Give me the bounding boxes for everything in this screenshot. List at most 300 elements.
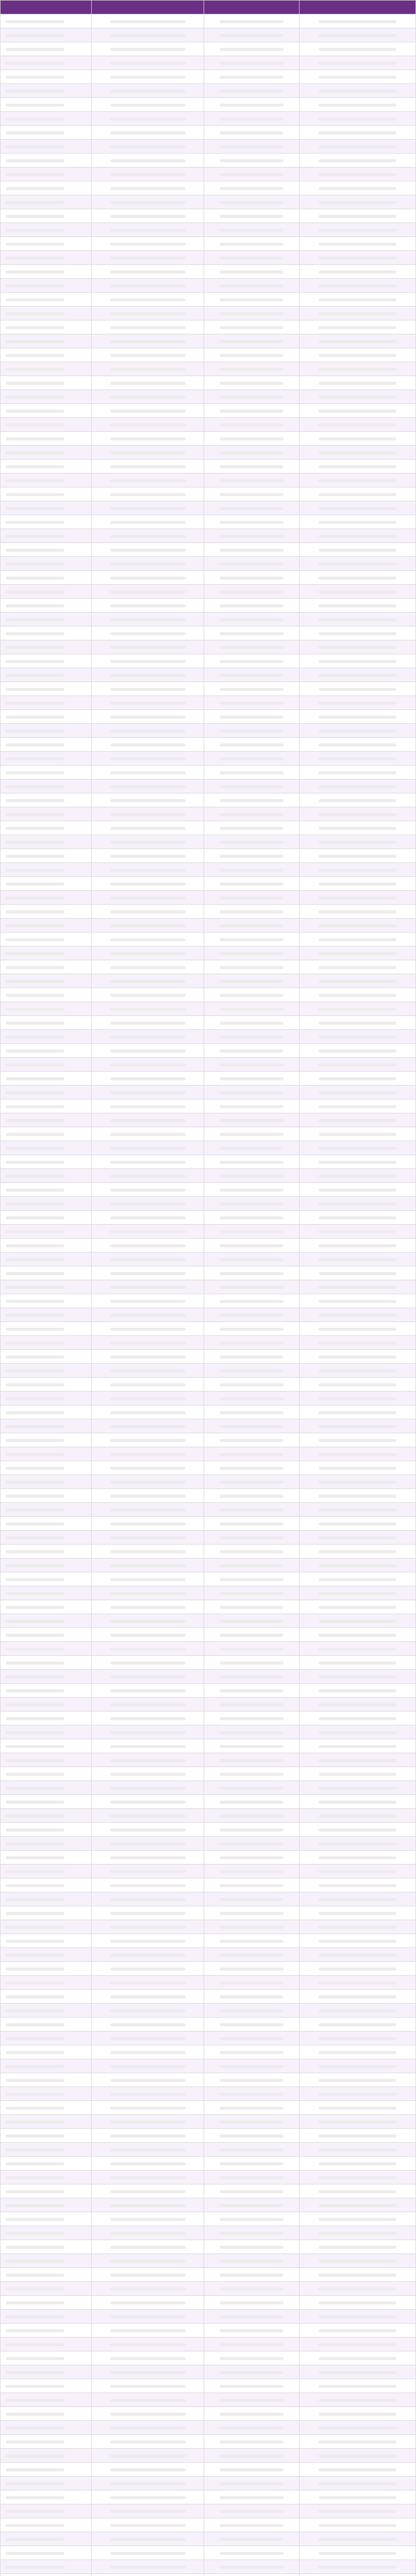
table-row — [1, 1433, 416, 1447]
cell-placeholder — [220, 2566, 283, 2569]
cell-placeholder — [319, 2148, 397, 2151]
table-cell — [92, 1878, 204, 1892]
cell-placeholder — [319, 2566, 397, 2569]
cell-placeholder — [319, 354, 397, 357]
cell-placeholder — [6, 2552, 64, 2555]
table-cell — [1, 1809, 92, 1823]
cell-placeholder — [319, 2204, 397, 2207]
cell-placeholder — [220, 2371, 283, 2374]
table-row — [1, 1461, 416, 1475]
table-cell — [1, 2268, 92, 2282]
cell-placeholder — [110, 535, 186, 538]
cell-placeholder — [6, 1411, 64, 1414]
cell-placeholder — [6, 910, 64, 913]
table-cell — [299, 2087, 416, 2101]
table-row — [1, 2157, 416, 2171]
cell-placeholder — [6, 688, 64, 691]
table-cell — [1, 432, 92, 446]
cell-placeholder — [319, 1147, 397, 1150]
cell-placeholder — [319, 2538, 397, 2541]
cell-placeholder — [110, 2037, 186, 2040]
cell-placeholder — [319, 2399, 397, 2402]
cell-placeholder — [319, 1008, 397, 1011]
table-row — [1, 56, 416, 70]
cell-placeholder — [220, 298, 283, 301]
table-cell — [204, 1378, 299, 1392]
cell-placeholder — [319, 2009, 397, 2012]
cell-placeholder — [110, 2093, 186, 2096]
table-cell — [299, 2477, 416, 2490]
table-cell — [92, 195, 204, 209]
table-cell — [299, 2504, 416, 2518]
table-cell — [92, 1183, 204, 1197]
table-cell — [92, 1503, 204, 1517]
cell-placeholder — [6, 410, 64, 413]
cell-placeholder — [319, 2037, 397, 2040]
table-row — [1, 2393, 416, 2407]
table-row — [1, 251, 416, 265]
cell-placeholder — [110, 2427, 186, 2430]
cell-placeholder — [110, 938, 186, 941]
cell-placeholder — [319, 1801, 397, 1804]
cell-placeholder — [220, 1439, 283, 1442]
table-cell — [299, 1851, 416, 1865]
cell-placeholder — [110, 924, 186, 927]
cell-placeholder — [6, 1425, 64, 1428]
cell-placeholder — [6, 2023, 64, 2026]
table-row — [1, 835, 416, 849]
cell-placeholder — [110, 1369, 186, 1372]
table-cell — [204, 1503, 299, 1517]
cell-placeholder — [319, 1620, 397, 1623]
cell-placeholder — [6, 1258, 64, 1261]
table-cell — [1, 1336, 92, 1350]
table-cell — [204, 2031, 299, 2045]
table-cell — [299, 1753, 416, 1767]
table-cell — [1, 682, 92, 696]
table-row — [1, 2004, 416, 2018]
table-cell — [204, 2365, 299, 2379]
table-row — [1, 1141, 416, 1155]
cell-placeholder — [220, 1314, 283, 1317]
table-cell — [299, 2365, 416, 2379]
table-cell — [92, 181, 204, 195]
table-cell — [92, 946, 204, 960]
table-cell — [204, 1934, 299, 1948]
cell-placeholder — [220, 479, 283, 482]
cell-placeholder — [110, 1884, 186, 1887]
table-cell — [299, 1920, 416, 1934]
cell-placeholder — [6, 1230, 64, 1233]
cell-placeholder — [220, 674, 283, 677]
cell-placeholder — [220, 730, 283, 733]
cell-placeholder — [220, 1954, 283, 1957]
cell-placeholder — [319, 1745, 397, 1748]
column-header-2 — [92, 1, 204, 14]
table-cell — [92, 2546, 204, 2560]
cell-placeholder — [6, 1578, 64, 1581]
cell-placeholder — [220, 104, 283, 107]
table-cell — [299, 1002, 416, 1016]
table-row — [1, 1837, 416, 1851]
table-cell — [299, 640, 416, 654]
cell-placeholder — [319, 2524, 397, 2527]
table-row — [1, 2018, 416, 2031]
table-cell — [299, 557, 416, 571]
cell-placeholder — [319, 2079, 397, 2082]
cell-placeholder — [220, 326, 283, 329]
cell-placeholder — [6, 1648, 64, 1651]
cell-placeholder — [6, 2204, 64, 2207]
table-cell — [1, 1086, 92, 1099]
table-cell — [92, 140, 204, 154]
table-cell — [299, 1558, 416, 1572]
table-cell — [1, 1739, 92, 1753]
table-cell — [1, 2226, 92, 2240]
table-cell — [1, 209, 92, 223]
table-cell — [92, 112, 204, 126]
table-cell — [1, 933, 92, 946]
cell-placeholder — [220, 2009, 283, 2012]
cell-placeholder — [6, 2468, 64, 2471]
table-cell — [299, 418, 416, 432]
table-cell — [204, 974, 299, 988]
cell-placeholder — [110, 312, 186, 315]
table-cell — [92, 2184, 204, 2198]
table-row — [1, 2101, 416, 2115]
table-row — [1, 223, 416, 237]
table-cell — [92, 1239, 204, 1252]
cell-placeholder — [220, 368, 283, 371]
column-header-4 — [299, 1, 416, 14]
cell-placeholder — [110, 1634, 186, 1637]
table-cell — [1, 710, 92, 724]
cell-placeholder — [220, 2176, 283, 2179]
cell-placeholder — [319, 270, 397, 274]
cell-placeholder — [220, 521, 283, 524]
table-row — [1, 320, 416, 334]
cell-placeholder — [220, 1662, 283, 1665]
table-cell — [204, 613, 299, 626]
table-cell — [204, 418, 299, 432]
table-cell — [204, 1489, 299, 1503]
cell-placeholder — [110, 1022, 186, 1025]
cell-placeholder — [110, 966, 186, 969]
table-cell — [1, 1753, 92, 1767]
table-cell — [1, 1350, 92, 1364]
table-cell — [299, 2129, 416, 2143]
cell-placeholder — [319, 326, 397, 329]
cell-placeholder — [6, 1397, 64, 1400]
table-row — [1, 1976, 416, 1990]
cell-placeholder — [220, 1801, 283, 1804]
table-cell — [1, 1906, 92, 1920]
table-cell — [92, 209, 204, 223]
table-cell — [204, 821, 299, 835]
cell-placeholder — [319, 1091, 397, 1094]
table-cell — [299, 2031, 416, 2045]
table-cell — [92, 1392, 204, 1405]
cell-placeholder — [6, 590, 64, 594]
table-cell — [92, 2490, 204, 2504]
table-cell — [1, 793, 92, 807]
cell-placeholder — [220, 1898, 283, 1901]
cell-placeholder — [319, 368, 397, 371]
table-cell — [204, 181, 299, 195]
table-cell — [204, 2240, 299, 2254]
table-cell — [1, 752, 92, 766]
table-cell — [299, 307, 416, 320]
table-row — [1, 654, 416, 668]
table-cell — [1, 2477, 92, 2490]
table-cell — [92, 473, 204, 487]
table-cell — [204, 1892, 299, 1906]
cell-placeholder — [110, 1342, 186, 1345]
table-cell — [1, 1878, 92, 1892]
cell-placeholder — [6, 1912, 64, 1915]
table-cell — [299, 126, 416, 140]
table-cell — [299, 320, 416, 334]
cell-placeholder — [110, 1536, 186, 1539]
table-cell — [1, 1892, 92, 1906]
cell-placeholder — [110, 646, 186, 649]
cell-placeholder — [319, 813, 397, 816]
table-cell — [204, 376, 299, 390]
cell-placeholder — [6, 2065, 64, 2068]
table-cell — [1, 376, 92, 390]
table-cell — [204, 334, 299, 348]
table-cell — [299, 599, 416, 613]
cell-placeholder — [220, 1703, 283, 1706]
cell-placeholder — [319, 2162, 397, 2165]
cell-placeholder — [6, 521, 64, 524]
table-row — [1, 807, 416, 821]
table-cell — [204, 1656, 299, 1670]
table-cell — [1, 960, 92, 974]
cell-placeholder — [110, 590, 186, 594]
table-cell — [299, 1489, 416, 1503]
cell-placeholder — [6, 1286, 64, 1289]
table-cell — [1, 2254, 92, 2268]
cell-placeholder — [110, 1898, 186, 1901]
cell-placeholder — [319, 229, 397, 232]
table-cell — [299, 154, 416, 167]
table-cell — [299, 793, 416, 807]
table-row — [1, 1086, 416, 1099]
cell-placeholder — [6, 743, 64, 747]
cell-placeholder — [110, 62, 186, 65]
table-cell — [1, 1545, 92, 1558]
cell-placeholder — [110, 2107, 186, 2110]
cell-placeholder — [220, 577, 283, 580]
table-cell — [204, 1155, 299, 1169]
cell-placeholder — [110, 117, 186, 121]
cell-placeholder — [319, 1286, 397, 1289]
table-cell — [299, 613, 416, 626]
cell-placeholder — [319, 1578, 397, 1581]
cell-placeholder — [220, 2301, 283, 2304]
table-cell — [1, 223, 92, 237]
cell-placeholder — [6, 1161, 64, 1164]
table-cell — [299, 696, 416, 710]
table-row — [1, 2421, 416, 2435]
cell-placeholder — [220, 2121, 283, 2124]
table-cell — [299, 1698, 416, 1711]
table-cell — [1, 195, 92, 209]
table-cell — [92, 487, 204, 501]
cell-placeholder — [110, 1119, 186, 1122]
cell-placeholder — [6, 465, 64, 468]
cell-placeholder — [319, 618, 397, 621]
cell-placeholder — [6, 159, 64, 162]
cell-placeholder — [319, 1216, 397, 1219]
table-cell — [299, 2393, 416, 2407]
table-cell — [92, 2379, 204, 2393]
table-cell — [299, 265, 416, 279]
cell-placeholder — [220, 771, 283, 774]
cell-placeholder — [220, 1300, 283, 1303]
table-cell — [204, 682, 299, 696]
cell-placeholder — [220, 117, 283, 121]
table-cell — [204, 28, 299, 42]
table-cell — [92, 1725, 204, 1739]
cell-placeholder — [6, 1063, 64, 1066]
table-cell — [92, 1266, 204, 1280]
table-cell — [1, 821, 92, 835]
cell-placeholder — [6, 2093, 64, 2096]
table-cell — [92, 1753, 204, 1767]
cell-placeholder — [110, 2218, 186, 2221]
table-cell — [204, 2254, 299, 2268]
cell-placeholder — [110, 1912, 186, 1915]
cell-placeholder — [220, 1244, 283, 1247]
cell-placeholder — [6, 2134, 64, 2138]
table-cell — [299, 1405, 416, 1419]
cell-placeholder — [220, 2274, 283, 2277]
table-row — [1, 2087, 416, 2101]
table-cell — [204, 863, 299, 877]
cell-placeholder — [110, 1453, 186, 1456]
table-cell — [92, 1308, 204, 1322]
cell-placeholder — [6, 1703, 64, 1706]
table-cell — [1, 974, 92, 988]
table-cell — [299, 2379, 416, 2393]
cell-placeholder — [220, 173, 283, 176]
table-cell — [92, 1002, 204, 1016]
cell-placeholder — [319, 952, 397, 955]
cell-placeholder — [110, 1773, 186, 1776]
cell-placeholder — [319, 1912, 397, 1915]
table-cell — [204, 2324, 299, 2337]
table-cell — [204, 710, 299, 724]
table-cell — [1, 126, 92, 140]
cell-placeholder — [220, 799, 283, 802]
table-cell — [92, 1072, 204, 1086]
table-cell — [92, 1475, 204, 1489]
cell-placeholder — [110, 2343, 186, 2346]
cell-placeholder — [110, 1397, 186, 1400]
table-cell — [204, 793, 299, 807]
cell-placeholder — [319, 1940, 397, 1943]
cell-placeholder — [6, 1815, 64, 1818]
table-cell — [204, 1211, 299, 1225]
cell-placeholder — [110, 479, 186, 482]
table-cell — [1, 807, 92, 821]
table-row — [1, 1294, 416, 1308]
table-row — [1, 1016, 416, 1030]
cell-placeholder — [110, 354, 186, 357]
table-cell — [204, 1030, 299, 1044]
cell-placeholder — [6, 1773, 64, 1776]
cell-placeholder — [319, 1161, 397, 1164]
table-row — [1, 1962, 416, 1976]
cell-placeholder — [220, 660, 283, 663]
cell-placeholder — [6, 771, 64, 774]
cell-placeholder — [319, 1495, 397, 1498]
cell-placeholder — [220, 1272, 283, 1275]
table-cell — [92, 1405, 204, 1419]
table-cell — [299, 279, 416, 293]
table-row — [1, 1489, 416, 1503]
cell-placeholder — [319, 2121, 397, 2124]
cell-placeholder — [319, 2190, 397, 2193]
table-cell — [92, 1280, 204, 1294]
cell-placeholder — [220, 827, 283, 830]
table-cell — [204, 209, 299, 223]
table-cell — [299, 1795, 416, 1809]
cell-placeholder — [6, 2413, 64, 2416]
cell-placeholder — [319, 62, 397, 65]
cell-placeholder — [110, 688, 186, 691]
cell-placeholder — [6, 2274, 64, 2277]
table-cell — [299, 334, 416, 348]
table-cell — [299, 515, 416, 529]
table-cell — [1, 1225, 92, 1239]
table-cell — [204, 2143, 299, 2157]
table-cell — [204, 654, 299, 668]
table-cell — [299, 2073, 416, 2087]
table-cell — [204, 1392, 299, 1405]
cell-placeholder — [110, 910, 186, 913]
table-cell — [204, 543, 299, 557]
table-cell — [204, 2018, 299, 2031]
cell-placeholder — [220, 2107, 283, 2110]
table-row — [1, 1878, 416, 1892]
cell-placeholder — [6, 1717, 64, 1720]
table-cell — [1, 1113, 92, 1127]
table-cell — [299, 863, 416, 877]
cell-placeholder — [220, 563, 283, 566]
cell-placeholder — [319, 1995, 397, 1998]
table-cell — [1, 1058, 92, 1072]
table-cell — [299, 1767, 416, 1781]
table-cell — [92, 2018, 204, 2031]
table-cell — [204, 2212, 299, 2226]
cell-placeholder — [110, 2371, 186, 2374]
table-row — [1, 1280, 416, 1294]
table-cell — [204, 2546, 299, 2560]
table-cell — [92, 2337, 204, 2351]
cell-placeholder — [110, 1870, 186, 1873]
cell-placeholder — [6, 2482, 64, 2485]
cell-placeholder — [6, 34, 64, 37]
cell-placeholder — [319, 1870, 397, 1873]
table-cell — [204, 2198, 299, 2212]
table-row — [1, 487, 416, 501]
table-cell — [299, 1628, 416, 1642]
table-cell — [1, 1364, 92, 1378]
table-cell — [204, 1586, 299, 1600]
